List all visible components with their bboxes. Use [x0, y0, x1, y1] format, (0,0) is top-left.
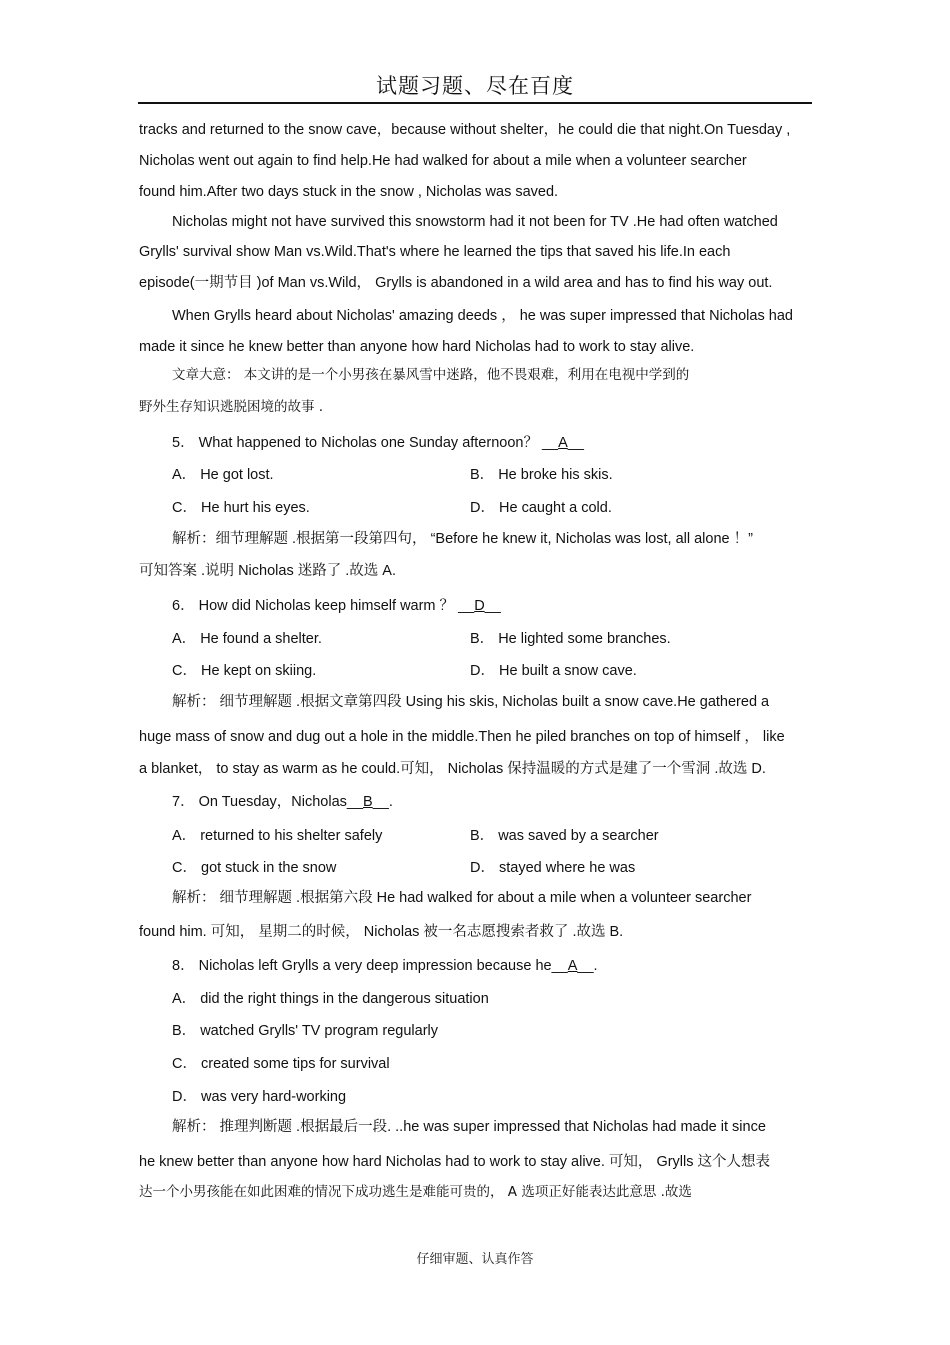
option-d: D． stayed where he was: [470, 860, 636, 876]
question-stem-text: 5． What happened to Nicholas one Sunday afternoon？ __: [172, 435, 559, 451]
passage-line: made it since he knew better than anyone how hard Nicholas had to work to stay alive.: [139, 339, 695, 355]
question-8-stem: [172, 957, 812, 975]
passage-line: episode(一期节目 )of Man vs.Wild， Grylls is abandoned in a wild area and has to find his way out.: [139, 275, 773, 291]
option-c: C． got stuck in the snow: [172, 860, 337, 876]
option-d: D． He built a snow cave.: [470, 663, 637, 679]
option-a: A． did the right things in the dangerous situation: [172, 991, 489, 1007]
option-c: C． created some tips for survival: [172, 1056, 390, 1072]
explanation-line: huge mass of snow and dug out a hole in the middle.Then he piled branches on top of himself ， like: [139, 729, 785, 745]
explanation-line: 解析： 推理判断题 .根据最后一段. ..he was super impressed that Nicholas had made it since: [172, 1119, 766, 1135]
question-stem-text: 8． Nicholas left Grylls a very deep impression because he__: [172, 958, 568, 974]
passage-line: tracks and returned to the snow cave，because without shelter，he could die that night.On Tuesday ,: [139, 122, 791, 138]
question-stem-text: 6． How did Nicholas keep himself warm ？ __: [172, 598, 475, 614]
question-answer: A: [558, 435, 568, 451]
passage-line: Grylls' survival show Man vs.Wild.That's where he learned the tips that saved his life.In each: [139, 244, 731, 260]
explanation-line: 解析：细节理解题 .根据第一段第四句， “Before he knew it, Nicholas was lost, all alone ！”: [172, 531, 753, 547]
option-c: C． He hurt his eyes.: [172, 500, 310, 516]
option-c: C． He kept on skiing.: [172, 663, 317, 679]
question-stem-tail: __.: [372, 794, 393, 810]
question-stem-tail: __: [567, 435, 584, 451]
question-answer: B: [363, 794, 373, 810]
page-header-title: 试题习题、尽在百度: [376, 74, 574, 98]
question-answer: D: [474, 598, 485, 614]
explanation-line: he knew better than anyone how hard Nicholas had to work to stay alive. 可知， Grylls 这个人想表: [139, 1154, 771, 1170]
option-a: A． returned to his shelter safely: [172, 828, 383, 844]
explanation-line: 达一个小男孩能在如此困难的情况下成功逃生是难能可贵的， A 选项正好能表达此意思 .故选: [139, 1184, 692, 1200]
explanation-line: 解析： 细节理解题 .根据文章第四段 Using his skis, Nicholas built a snow cave.He gathered a: [172, 694, 770, 710]
explanation-line: found him. 可知， 星期二的时候， Nicholas 被一名志愿搜索者救了 .故选 B.: [139, 924, 624, 940]
question-answer: A: [567, 958, 578, 974]
summary-line: 文章大意： 本文讲的是一个小男孩在暴风雪中迷路，他不畏艰难，利用在电视中学到的: [172, 367, 690, 383]
question-6-stem: [172, 597, 812, 615]
explanation-line: a blanket， to stay as warm as he could.可知， Nicholas 保持温暖的方式是建了一个雪洞 .故选 D.: [139, 761, 766, 777]
summary-line: 野外生存知识逃脱困境的故事 .: [139, 399, 324, 415]
option-d: D． He caught a cold.: [470, 500, 612, 516]
explanation-line: 解析： 细节理解题 .根据第六段 He had walked for about a mile when a volunteer searcher: [172, 890, 752, 906]
option-a: A． He found a shelter.: [172, 631, 322, 647]
question-5-stem: [172, 434, 812, 452]
question-stem-tail: __: [484, 598, 501, 614]
question-stem-tail: __.: [577, 958, 598, 974]
option-d: D． was very hard-working: [172, 1089, 347, 1105]
option-b: B． watched Grylls' TV program regularly: [172, 1023, 439, 1039]
question-stem-text: 7． On Tuesday，Nicholas__: [172, 794, 364, 810]
page-footer-text: 仔细审题、认真作答: [416, 1252, 534, 1267]
passage-line: found him.After two days stuck in the snow , Nicholas was saved.: [139, 184, 559, 200]
question-7-stem: [172, 793, 812, 811]
option-a: A． He got lost.: [172, 467, 274, 483]
header-divider: [138, 102, 812, 104]
passage-line: When Grylls heard about Nicholas' amazing deeds ， he was super impressed that Nicholas had: [172, 308, 793, 324]
explanation-line: 可知答案 .说明 Nicholas 迷路了 .故选 A.: [139, 563, 397, 579]
option-b: B． He broke his skis.: [470, 467, 613, 483]
passage-line: Nicholas went out again to find help.He had walked for about a mile when a volunteer searcher: [139, 153, 747, 169]
passage-line: Nicholas might not have survived this snowstorm had it not been for TV .He had often watched: [172, 214, 778, 230]
option-b: B． was saved by a searcher: [470, 828, 659, 844]
option-b: B． He lighted some branches.: [470, 631, 671, 647]
